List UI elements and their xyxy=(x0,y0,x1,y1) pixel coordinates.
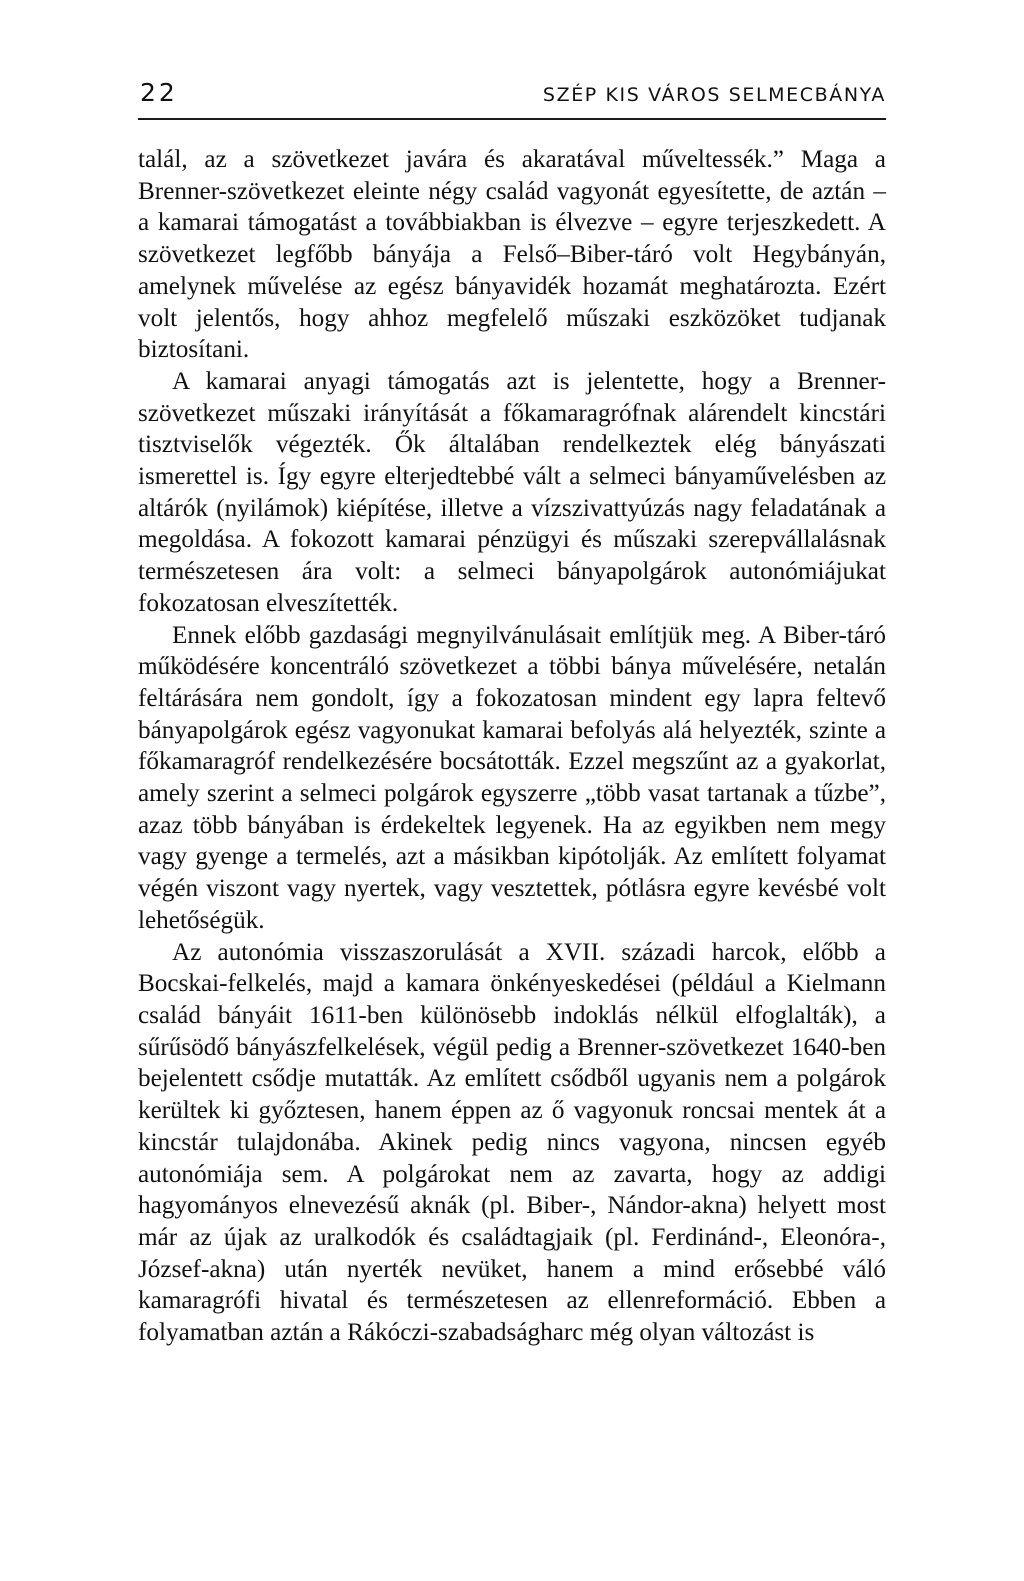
body-text xyxy=(138,144,886,1349)
running-title: SZÉP KIS VÁROS SELMECBÁNYA xyxy=(542,84,886,106)
paragraph: Az autonómia visszaszorulását a XVII. századi harcok, előbb a Bocskai-felkelés, majd a kamara önkényeskedései (például a Kielmann család bányáit 1611-ben különösebb indoklás nélkül elfoglalták), a sűrűsödő bányászfelkelések, végül pedig a Brenner-szövetkezet 1640-ben bejelentett csődje mutatták. Az említett csődből ugyanis nem a polgárok kerültek ki győztesen, hanem éppen az ő vagyonuk roncsai mentek át a kincstár tulajdonába. Akinek pedig nincs vagyona, nincsen egyéb autonómiája sem. A polgárokat nem az zavarta, hogy az addigi hagyományos elnevezésű aknák (pl. Biber-, Nándor-akna) helyett most már az újak az uralkodók és családtagjaik (pl. Ferdinánd-, Eleonóra-, József-akna) után nyerték nevüket, hanem a mind erősebbé váló kamaragrófi hivatal és természetesen az ellenreformáció. Ebben a folyamatban aztán a Rákóczi-szabadságharc még olyan változást is xyxy=(138,938,886,1347)
running-header xyxy=(138,78,886,120)
paragraph: A kamarai anyagi támogatás azt is jelentette, hogy a Brenner-szövetkezet műszaki irányítását a főkamaragrófnak alárendelt kincstári tisztviselők végezték. Ők általában rendelkeztek elég bányászati ismerettel is. Így egyre elterjedtebbé vált a selmeci bányaművelésben az altárók (nyilámok) kiépítése, illetve a vízszivattyúzás nagy feladatának a megoldása. A fokozott kamarai pénzügyi és műszaki szerepvállalásnak természetesen ára volt: a selmeci bányapolgárok autonómiájukat fokozatosan elveszítették. xyxy=(138,367,886,617)
paragraph: Ennek előbb gazdasági megnyilvánulásait említjük meg. A Biber-táró működésére koncentráló szövetkezet a többi bánya művelésére, netalán feltárására nem gondolt, így a fokozatosan mindent egy lapra feltevő bányapolgárok egész vagyonukat kamarai befolyás alá helyezték, szinte a főkamaragróf rendelkezésére bocsátották. Ezzel megszűnt az a gyakorlat, amely szerint a selmeci polgárok egyszerre „több vasat tartanak a tűzbe”, azaz több bányában is érdekeltek legyenek. Ha az egyikben nem megy vagy gyenge a termelés, azt a másikban kipótolják. Az említett folyamat végén viszont vagy nyertek, vagy vesztettek, pótlásra egyre kevésbé volt lehetőségük. xyxy=(138,621,886,934)
paragraph: talál, az a szövetkezet javára és akaratával műveltessék.” Maga a Brenner-szövetkezet eleinte négy család vagyonát egyesítette, de aztán – a kamarai támogatást a továbbiakban is élvezve – egyre terjeszkedett. A szövetkezet legfőbb bányája a Felső–Biber-táró volt Hegybányán, amelynek művelése az egész bányavidék hozamát meghatározta. Ezért volt jelentős, hogy ahhoz megfelelő műszaki eszközöket tudjanak biztosítani. xyxy=(138,146,886,364)
page-number: 22 xyxy=(140,78,178,107)
book-page xyxy=(138,78,886,1349)
